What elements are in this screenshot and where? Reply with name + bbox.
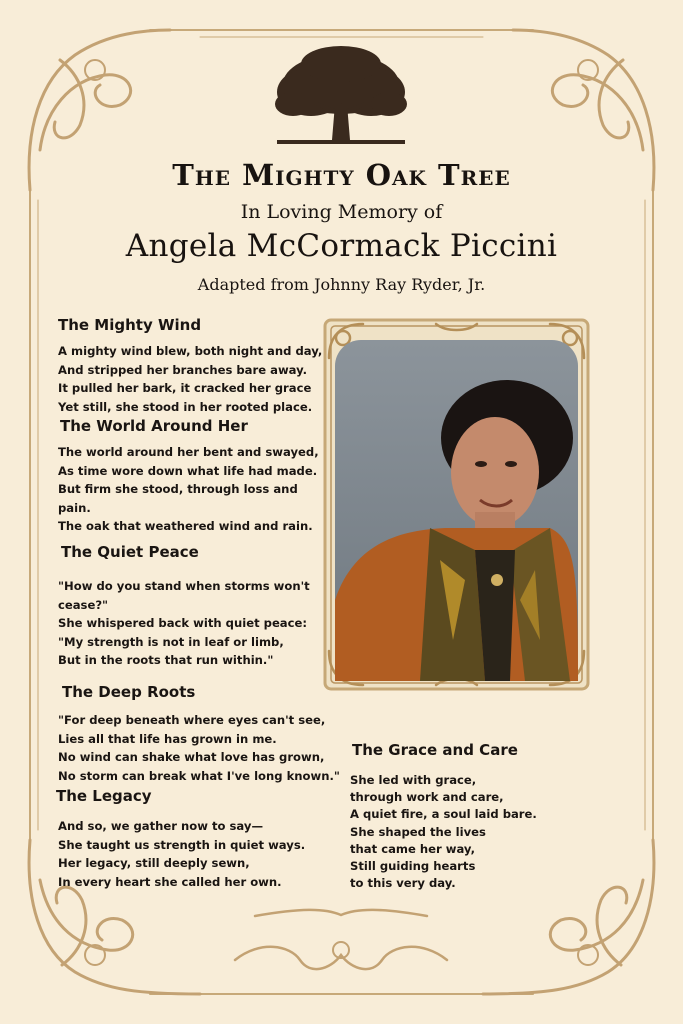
poem-line: pain.: [58, 500, 91, 515]
honoree-name: Angela McCormack Piccini: [125, 228, 558, 264]
section-heading-deep-roots: The Deep Roots: [62, 683, 196, 701]
poem-line: But firm she stood, through loss and: [58, 482, 298, 496]
poem-line: But in the roots that run within.": [58, 653, 274, 667]
poem-line: Lies all that life has grown in me.: [58, 731, 277, 746]
poem-line: Yet still, she stood in her rooted place.: [58, 399, 313, 414]
poem-line: And so, we gather now to say—: [58, 819, 264, 833]
poem-line: And stripped her branches bare away.: [58, 362, 308, 377]
poem-line: No wind can shake what love has grown,: [58, 750, 325, 764]
poem-line: She taught us strength in quiet ways.: [58, 837, 306, 852]
section-heading-legacy: The Legacy: [56, 787, 152, 805]
poem-line: "How do you stand when storms won't: [58, 579, 310, 593]
poem-line: A quiet fire, a soul laid bare.: [350, 807, 537, 822]
poem-line: She whispered back with quiet peace:: [58, 616, 308, 630]
stanza-world-around-her: [58, 443, 319, 536]
poem-line: The world around her bent and swayed,: [58, 445, 319, 459]
poem-line: Her legacy, still deeply sewn,: [58, 856, 250, 870]
poem-line: It pulled her bark, it cracked her grace: [58, 381, 312, 395]
portrait-photo: [335, 340, 578, 681]
poem-line: to this very day.: [350, 876, 456, 891]
poem-line: The oak that weathered wind and rain.: [58, 519, 313, 533]
poem-line: No storm can break what I've long known.": [58, 768, 340, 783]
stanza-quiet-peace: [58, 577, 310, 670]
poem-line: She shaped the lives: [350, 824, 486, 839]
section-heading-mighty-wind: The Mighty Wind: [58, 316, 202, 334]
stanza-legacy: [58, 817, 305, 891]
poem-line: A mighty wind blew, both night and day,: [58, 344, 323, 358]
stanza-deep-roots: [58, 711, 340, 785]
poem-line: She led with grace,: [350, 773, 477, 787]
section-heading-quiet-peace: The Quiet Peace: [61, 543, 199, 561]
poem-line: In every heart she called her own.: [58, 874, 282, 889]
poem-line: As time wore down what life had made.: [58, 463, 318, 478]
page-title: The Mighty Oak Tree: [172, 158, 511, 192]
poem-line: cease?": [58, 597, 109, 612]
bottom-center-ornament: [235, 910, 447, 969]
stanza-grace-and-care: [350, 772, 537, 892]
poem-line: Still guiding hearts: [350, 859, 476, 874]
oak-tree-icon: [273, 44, 409, 146]
stanza-mighty-wind: [58, 342, 322, 416]
memorial-subtitle: In Loving Memory of: [240, 201, 443, 223]
poem-line: through work and care,: [350, 790, 504, 805]
poem-line: "My strength is not in leaf or limb,: [58, 634, 284, 649]
section-heading-grace-and-care: The Grace and Care: [352, 741, 518, 759]
poem-line: "For deep beneath where eyes can't see,: [58, 713, 326, 727]
attribution: Adapted from Johnny Ray Ryder, Jr.: [197, 275, 486, 294]
section-heading-world-around-her: The World Around Her: [60, 417, 248, 435]
poem-line: that came her way,: [350, 841, 475, 856]
